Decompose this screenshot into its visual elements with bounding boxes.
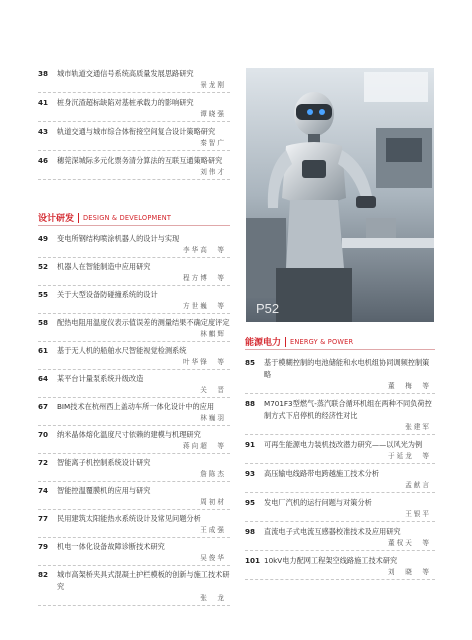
entry-separator: [245, 521, 435, 522]
photo-page-label: P52: [256, 301, 280, 316]
entry-page-number: 70: [38, 430, 49, 439]
toc-entry[interactable]: [38, 457, 230, 482]
toc-entry[interactable]: [245, 526, 435, 551]
entry-author: 林麒辉: [200, 330, 226, 338]
entry-title: 城市高架桥夹具式混凝土护栏模板的创新与施工技术研究: [57, 570, 230, 591]
entry-page-number: 49: [38, 234, 49, 243]
section-underline: [38, 225, 230, 226]
toc-entry[interactable]: [38, 155, 230, 180]
entry-author: 王银平: [405, 510, 431, 518]
entry-page-number: 46: [38, 156, 49, 165]
entry-separator: [245, 463, 435, 464]
entry-author: 于延龙 等: [388, 452, 431, 460]
entry-title: M701F3型燃气-蒸汽联合循环机组在两种不同负荷控制方式下启停机的经济性对比: [264, 399, 432, 420]
entry-page-number: 98: [245, 527, 256, 536]
entry-separator: [38, 425, 230, 426]
entry-separator: [38, 481, 230, 482]
entry-title: 城市轨道交通信号系统高质量发展思路研究: [57, 69, 194, 78]
entry-title: 基于模糊控制的电池储能和水电机组协同调频控制策略: [264, 358, 430, 379]
entry-author: 林巍羽: [200, 414, 226, 422]
entry-page-number: 61: [38, 346, 49, 355]
toc-entry[interactable]: [38, 289, 230, 314]
section-title-cn: 设计研发: [38, 214, 75, 224]
entry-separator: [245, 492, 435, 493]
entry-author: 刘 晓 等: [388, 568, 431, 576]
toc-entry[interactable]: [38, 373, 230, 398]
toc-entry[interactable]: [38, 68, 230, 93]
section-underline: [245, 349, 435, 350]
toc-entry[interactable]: [38, 569, 230, 606]
entry-separator: [38, 92, 230, 93]
entry-page-number: 72: [38, 458, 49, 467]
entry-separator: [38, 605, 230, 606]
toc-entry[interactable]: [245, 439, 435, 464]
toc-entry[interactable]: [38, 261, 230, 286]
entry-page-number: 67: [38, 402, 49, 411]
entry-page-number: 74: [38, 486, 49, 495]
entry-separator: [245, 393, 435, 394]
entry-title: 轨道交通与城市综合体衔接空间复合设计策略研究: [57, 127, 216, 136]
entry-page-number: 101: [245, 556, 261, 565]
entry-separator: [38, 179, 230, 180]
toc-entry[interactable]: [245, 398, 435, 435]
entry-separator: [38, 565, 230, 566]
entry-title: 直流电子式电流互感器校准技术及应用研究: [264, 527, 401, 536]
entry-page-number: 91: [245, 440, 256, 449]
entry-separator: [38, 537, 230, 538]
entry-title: 机器人在智能制造中应用研究: [57, 262, 151, 271]
toc-entry[interactable]: [38, 345, 230, 370]
entry-author: 秦智广: [200, 139, 226, 147]
entry-page-number: 79: [38, 542, 49, 551]
entry-page-number: 88: [245, 399, 256, 408]
robot-illustration: [246, 68, 434, 322]
entry-title: 可再生能源电力装机技改潜力研究——以风光为例: [264, 440, 423, 449]
toc-top-list: [38, 68, 230, 184]
entry-page-number: 77: [38, 514, 49, 523]
entry-separator: [245, 550, 435, 551]
section-divider: [78, 213, 79, 223]
toc-entry[interactable]: [245, 468, 435, 493]
entry-author: 谭晓强: [200, 110, 226, 118]
toc-entry[interactable]: [38, 485, 230, 510]
entry-separator: [38, 313, 230, 314]
section-title-cn: 能源电力: [245, 338, 282, 348]
entry-separator: [38, 369, 230, 370]
entry-page-number: 95: [245, 498, 256, 507]
entry-author: 吴俊华: [200, 554, 226, 562]
entry-author: 周初材: [200, 498, 226, 506]
entry-separator: [38, 257, 230, 258]
entry-title: 机电一体化设备故障诊断技术研究: [57, 542, 165, 551]
entry-page-number: 55: [38, 290, 49, 299]
entry-separator: [245, 434, 435, 435]
toc-entry[interactable]: [38, 233, 230, 258]
entry-page-number: 82: [38, 570, 49, 579]
entry-separator: [38, 285, 230, 286]
toc-entry[interactable]: [38, 513, 230, 538]
toc-entry[interactable]: [38, 317, 230, 342]
entry-title: 民用建筑太阳能热水系统设计及常见问题分析: [57, 514, 201, 523]
feature-photo-robot: [246, 68, 434, 322]
toc-entry[interactable]: [245, 555, 435, 580]
toc-entry[interactable]: [38, 97, 230, 122]
toc-entry[interactable]: [245, 357, 435, 394]
entry-author: 董权天 等: [388, 539, 431, 547]
entry-author: 李华高 等: [183, 246, 226, 254]
entry-title: 智能控温覆膜机的应用与研究: [57, 486, 151, 495]
entry-separator: [38, 397, 230, 398]
entry-title: 智能离子机控制系统设计研究: [57, 458, 151, 467]
toc-energy-list: [245, 357, 435, 584]
entry-author: 景龙刚: [200, 81, 226, 89]
entry-separator: [38, 341, 230, 342]
toc-design-list: [38, 233, 230, 609]
entry-title: 10kV电力配网工程架空线路施工技术研究: [264, 556, 398, 565]
entry-page-number: 58: [38, 318, 49, 327]
section-divider: [285, 337, 286, 347]
entry-page-number: 43: [38, 127, 49, 136]
entry-title: BIM技术在杭州西上盖动车所一体化设计中的应用: [57, 402, 215, 411]
toc-entry[interactable]: [38, 541, 230, 566]
entry-author: 方世巍 等: [183, 302, 226, 310]
entry-author: 董 梅 等: [388, 382, 431, 390]
section-header-energy: [245, 335, 435, 348]
entry-author: 叶华锋 等: [183, 358, 226, 366]
toc-entry[interactable]: [245, 497, 435, 522]
section-header-design: [38, 211, 230, 224]
entry-author: 王成强: [200, 526, 226, 534]
entry-title: 高压输电线路带电跨越施工技术分析: [264, 469, 380, 478]
entry-page-number: 85: [245, 358, 256, 367]
entry-page-number: 64: [38, 374, 49, 383]
entry-page-number: 41: [38, 98, 49, 107]
section-title-en: ENERGY & POWER: [290, 337, 354, 346]
toc-entry[interactable]: [38, 401, 230, 426]
entry-author: 孟献言: [405, 481, 431, 489]
entry-page-number: 52: [38, 262, 49, 271]
toc-entry[interactable]: [38, 429, 230, 454]
entry-author: 刘伟才: [200, 168, 226, 176]
entry-title: 纳米晶体熔化温度尺寸依赖的建模与机理研究: [57, 430, 201, 439]
entry-title: 关于大型设备防碰撞系统的设计: [57, 290, 158, 299]
entry-title: 某平台计量泵系统升级改造: [57, 374, 144, 383]
entry-author: 詹陈杰: [200, 470, 226, 478]
entry-author: 蒋向超 等: [183, 442, 226, 450]
entry-separator: [38, 150, 230, 151]
entry-title: 发电厂汽机的运行问题与对策分析: [264, 498, 372, 507]
entry-author: 张建军: [405, 423, 431, 431]
entry-page-number: 38: [38, 69, 49, 78]
entry-separator: [38, 509, 230, 510]
entry-author: 程方博 等: [183, 274, 226, 282]
toc-entry[interactable]: [38, 126, 230, 151]
entry-title: 变电所钢结构喷涂机器人的设计与实现: [57, 234, 180, 243]
entry-page-number: 93: [245, 469, 256, 478]
entry-author: 张 龙: [200, 594, 226, 602]
entry-separator: [38, 121, 230, 122]
section-title-en: DESIGN & DEVELOPMENT: [83, 213, 172, 222]
entry-separator: [245, 579, 435, 580]
entry-separator: [38, 453, 230, 454]
entry-title: 穗莞深城际多元化票务清分算法的互联互通策略研究: [57, 156, 223, 165]
entry-author: 关 晋: [200, 386, 226, 394]
entry-title: 基于无人机的船舶水尺智能视觉检测系统: [57, 346, 187, 355]
entry-title: 桩身沉渣超标缺陷对基桩承载力的影响研究: [57, 98, 194, 107]
entry-title: 配热电阻用温度仪表示值误差的测量结果不确定度评定: [57, 318, 230, 327]
